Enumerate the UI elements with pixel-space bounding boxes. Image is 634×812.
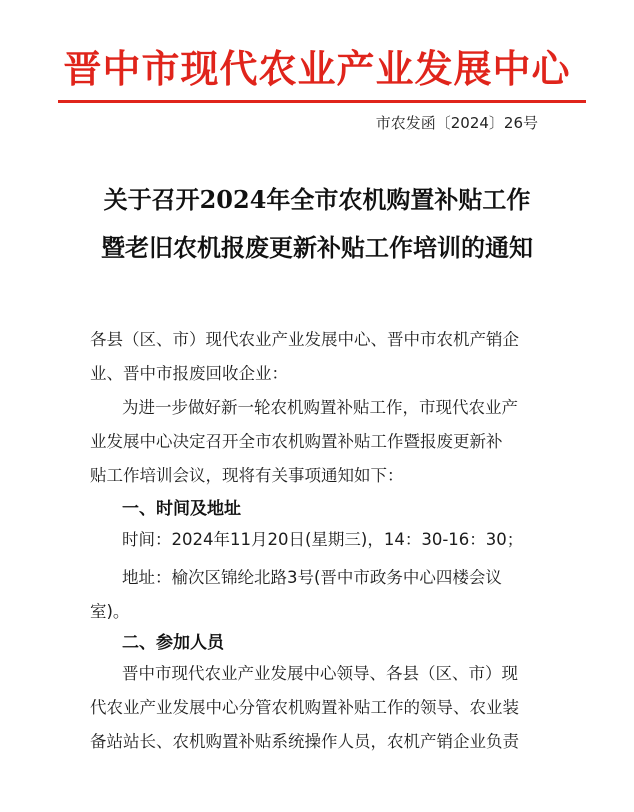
addressee-line-1: 各县（区、市）现代农业产业发展中心、晋中市农机产销企 [90, 330, 519, 349]
attendees-line-2: 代农业产业发展中心分管农机购置补贴工作的领导、农业装 [90, 698, 519, 717]
section-heading-time-location: 一、时间及地址 [122, 499, 241, 519]
attendees-line-1: 晋中市现代农业产业发展中心领导、各县（区、市）现 [122, 664, 518, 683]
meeting-address-line-2: 室)。 [90, 602, 130, 621]
document-title-line-1: 关于召开2024年全市农机购置补贴工作 [103, 185, 531, 214]
intro-paragraph-line-3: 贴工作培训会议，现将有关事项通知如下： [90, 466, 404, 485]
letterhead-red-rule [58, 100, 586, 103]
document-title-line-2: 暨老旧农机报废更新补贴工作培训的通知 [101, 233, 533, 262]
section-heading-attendees: 二、参加人员 [122, 633, 224, 653]
meeting-time: 时间：2024年11月20日(星期三)，14：30-16：30； [122, 530, 524, 549]
letterhead-org-name: 晋中市现代农业产业发展中心 [63, 46, 571, 91]
meeting-address-line-1: 地址：榆次区锦纶北路3号(晋中市政务中心四楼会议 [122, 568, 502, 587]
attendees-line-3: 备站站长、农机购置补贴系统操作人员，农机产销企业负责 [90, 732, 519, 751]
intro-paragraph-line-1: 为进一步做好新一轮农机购置补贴工作，市现代农业产 [122, 398, 518, 417]
addressee-line-2: 业、晋中市报废回收企业： [90, 364, 288, 383]
document-number: 市农发函〔2024〕26号 [375, 114, 538, 132]
intro-paragraph-line-2: 业发展中心决定召开全市农机购置补贴工作暨报废更新补 [90, 432, 503, 451]
